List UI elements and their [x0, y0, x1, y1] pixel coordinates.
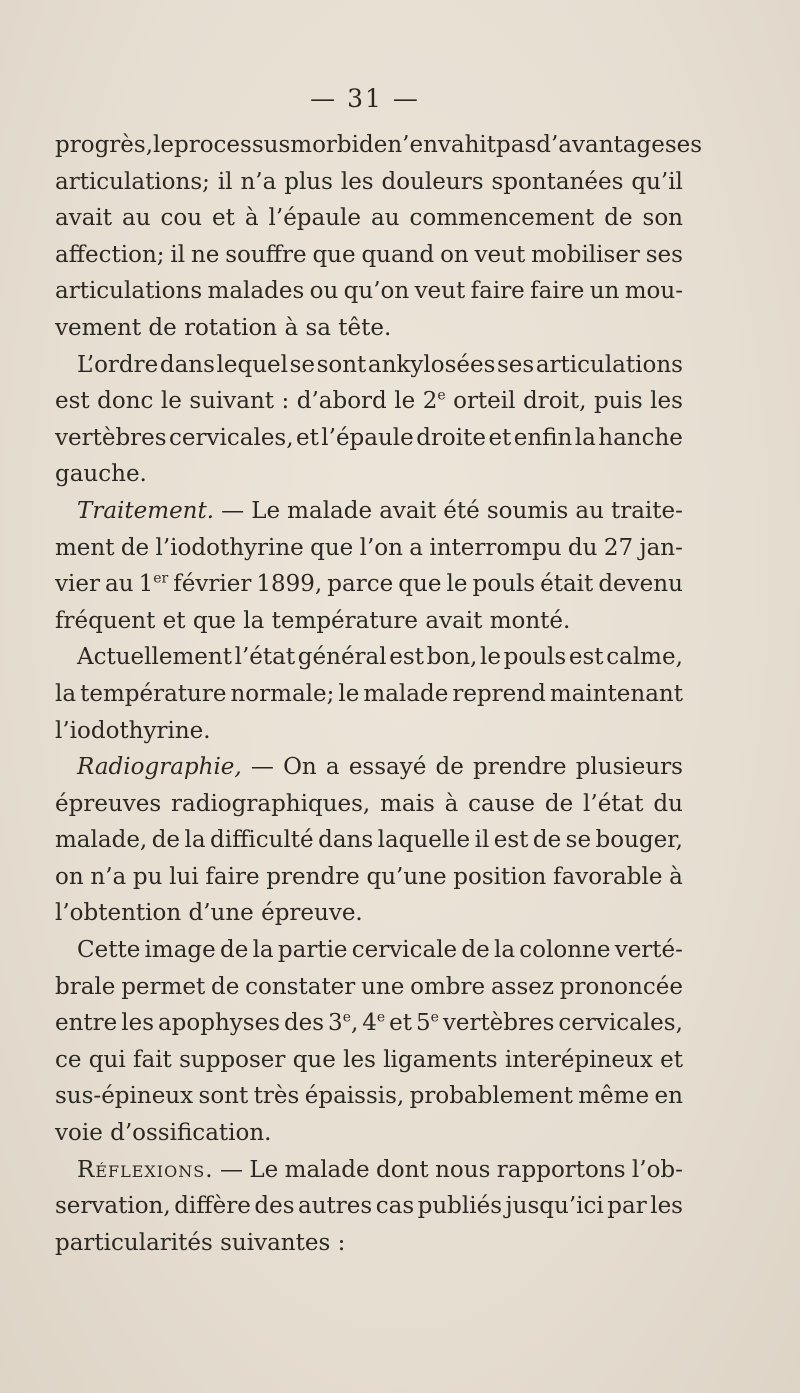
word: servation,: [55, 1193, 171, 1220]
word: veut: [474, 241, 526, 268]
word: droite: [416, 424, 486, 451]
word: et: [660, 1046, 683, 1073]
word: suivant: [189, 388, 275, 415]
word: sont: [198, 1083, 249, 1110]
text-line: [55, 383, 683, 420]
word: faire: [530, 278, 585, 305]
word: —: [250, 754, 274, 781]
word: reprend: [452, 680, 546, 707]
word: qu’une: [366, 863, 447, 890]
word: et: [212, 205, 235, 232]
word: l’obtention: [55, 900, 182, 927]
word: il: [217, 168, 233, 195]
word: On: [283, 754, 317, 781]
text-line: [55, 347, 683, 384]
text-line: [55, 127, 703, 164]
word: est: [493, 827, 529, 854]
word: que: [312, 241, 356, 268]
word: température: [80, 680, 227, 707]
word: malade: [287, 497, 373, 524]
text-line: [55, 1115, 683, 1152]
word: 27: [603, 534, 634, 561]
word: rotation: [184, 314, 278, 341]
word: à: [669, 863, 683, 890]
word: un: [589, 278, 620, 305]
text-line: [55, 420, 683, 457]
word: jan-: [639, 534, 683, 561]
text-line: [55, 493, 683, 530]
word: radiographiques,: [171, 790, 371, 817]
word: ombre: [410, 973, 486, 1000]
word: le: [394, 388, 416, 415]
word: commencement: [409, 205, 595, 232]
text-line: [55, 786, 683, 823]
word: été: [443, 497, 480, 524]
word: les: [650, 1193, 683, 1220]
word: ment: [55, 534, 115, 561]
word: vement: [55, 314, 142, 341]
word: le: [160, 388, 182, 415]
word: que: [292, 1046, 336, 1073]
word: prononcée: [559, 973, 683, 1000]
word: vertèbres: [442, 1010, 555, 1037]
word: se: [565, 827, 592, 854]
word: 5e: [415, 1009, 439, 1037]
word: sa: [305, 314, 331, 341]
word: la: [252, 937, 274, 964]
word: de: [544, 790, 574, 817]
word: épaissis,: [304, 1083, 405, 1110]
word: l’iodothyrine: [155, 534, 304, 561]
text-line: [55, 603, 683, 640]
word: le: [338, 680, 360, 707]
word: est: [389, 644, 424, 671]
word: :: [337, 1229, 346, 1256]
word: ankylosées: [367, 351, 496, 378]
word: cause: [468, 790, 535, 817]
word: 2e: [422, 387, 446, 415]
word: affection;: [55, 241, 165, 268]
word: bon,: [426, 644, 478, 671]
word: était: [540, 571, 594, 598]
word: plusieurs: [575, 754, 683, 781]
word: épreuves: [55, 790, 162, 817]
word: de: [461, 937, 490, 964]
word: malade: [284, 1156, 370, 1183]
word: —: [221, 497, 245, 524]
text-line: [55, 1042, 683, 1079]
word: avait: [425, 607, 483, 634]
word: colonne: [519, 937, 611, 964]
word: cervicale: [351, 937, 458, 964]
word: qui: [88, 1046, 126, 1073]
word: l’on: [359, 534, 403, 561]
text-line: [55, 456, 683, 493]
word: 4e: [362, 1009, 386, 1037]
word: ce: [55, 1046, 82, 1073]
word: donc: [97, 388, 154, 415]
word: la: [184, 827, 206, 854]
word: image: [144, 937, 216, 964]
word: février: [173, 571, 252, 598]
word: Traitement.: [77, 497, 215, 524]
word: d’une: [188, 900, 254, 927]
word: articulations: [535, 351, 683, 378]
text-line: [55, 859, 683, 896]
word: malades: [207, 278, 305, 305]
word: avait: [55, 205, 113, 232]
word: bouger,: [595, 827, 683, 854]
word: les: [121, 1010, 155, 1037]
word: ou: [309, 278, 339, 305]
word: apophyses: [157, 1010, 280, 1037]
word: malade,: [55, 827, 148, 854]
text-line: [55, 1188, 683, 1225]
word: par: [607, 1193, 647, 1220]
word: qu’on: [343, 278, 410, 305]
word: de: [220, 937, 249, 964]
word: même: [578, 1083, 650, 1110]
word: assez: [490, 973, 554, 1000]
text-line: [55, 676, 683, 713]
word: et: [162, 607, 186, 634]
word: n’envahit: [387, 132, 497, 158]
word: morbide: [290, 132, 388, 158]
word: au: [575, 497, 604, 524]
word: interépineux: [504, 1046, 653, 1073]
word: laquelle: [377, 827, 471, 854]
word: mou-: [624, 278, 683, 305]
word: 1er: [138, 570, 169, 598]
word: épreuve.: [261, 900, 363, 927]
word: rapportons: [496, 1156, 626, 1183]
word: du: [567, 534, 598, 561]
word: la: [55, 680, 77, 707]
text-line: [55, 932, 683, 969]
text-line: [55, 200, 683, 237]
word: puis: [593, 388, 643, 415]
word: Réflexions.: [77, 1156, 214, 1183]
text-line: [55, 310, 683, 347]
word: jusqu’ici: [505, 1193, 604, 1220]
word: avait: [379, 497, 437, 524]
word: l’épaule: [268, 205, 362, 232]
word: la: [243, 607, 265, 634]
word: les: [340, 168, 374, 195]
word: la: [493, 937, 516, 964]
text-line: [55, 164, 683, 201]
text-line: [55, 1225, 683, 1262]
word: de: [120, 534, 150, 561]
word: favorable: [552, 863, 663, 890]
word: des: [254, 1193, 295, 1220]
word: soumis: [486, 497, 569, 524]
word: spontanées: [491, 168, 624, 195]
word: au: [122, 205, 151, 232]
word: verté-: [614, 937, 683, 964]
word: et: [389, 1010, 412, 1037]
word: d’avantage: [536, 132, 665, 158]
word: suivantes: [220, 1229, 331, 1256]
text-line: [55, 969, 683, 1006]
word: orteil: [453, 388, 516, 415]
word: se: [289, 351, 315, 378]
word: on: [440, 241, 469, 268]
word: constater: [245, 973, 356, 1000]
word: droit,: [522, 388, 587, 415]
text-line: [55, 749, 683, 786]
word: ne: [190, 241, 220, 268]
text-line: [55, 895, 683, 932]
word: mais: [380, 790, 435, 817]
word: voie: [55, 1120, 103, 1147]
word: qu’il: [631, 168, 683, 195]
word: ses: [497, 351, 535, 378]
word: prendre: [266, 863, 360, 890]
word: calme,: [606, 644, 683, 671]
word: le: [480, 644, 501, 671]
word: dans: [159, 351, 215, 378]
word: en: [654, 1083, 683, 1110]
word: ses: [645, 241, 683, 268]
word: Radiographie,: [77, 754, 242, 781]
word: une: [361, 973, 405, 1000]
word: difficulté: [209, 827, 314, 854]
text-line: [55, 1152, 683, 1189]
word: normale;: [230, 680, 335, 707]
word: quand: [361, 241, 435, 268]
word: enfin: [513, 424, 573, 451]
word: ses: [664, 132, 703, 158]
word: de: [604, 205, 633, 232]
word: douleurs: [381, 168, 484, 195]
word: les: [343, 1046, 376, 1073]
word: 3e,: [328, 1009, 359, 1037]
word: fait: [132, 1046, 172, 1073]
word: probablement: [409, 1083, 573, 1110]
word: le: [153, 132, 174, 158]
word: de: [435, 754, 464, 781]
word: essayé: [348, 754, 427, 781]
word: traite-: [610, 497, 683, 524]
word: est: [568, 644, 604, 671]
word: on: [55, 863, 84, 890]
word: fréquent: [55, 607, 156, 634]
word: vier: [55, 571, 100, 598]
word: souffre: [225, 241, 307, 268]
word: a: [325, 754, 340, 781]
word: est: [55, 388, 90, 415]
word: pas: [496, 132, 537, 158]
word: ligaments: [383, 1046, 498, 1073]
word: de: [211, 973, 240, 1000]
word: pouls: [503, 644, 567, 671]
text-line: [55, 713, 683, 750]
text-line: [55, 639, 683, 676]
word: le: [446, 571, 468, 598]
word: il: [170, 241, 186, 268]
word: processus: [173, 132, 291, 158]
text-line: [55, 822, 683, 859]
word: position: [453, 863, 547, 890]
word: l’iodothyrine.: [55, 717, 211, 744]
text-line: [55, 566, 683, 603]
word: interrompu: [429, 534, 562, 561]
word: prendre: [473, 754, 567, 781]
word: nous: [435, 1156, 491, 1183]
word: —: [219, 1156, 243, 1183]
word: n’a: [240, 168, 277, 195]
word: son: [642, 205, 683, 232]
word: faire: [470, 278, 525, 305]
word: et: [488, 424, 512, 451]
word: d’ossification.: [110, 1120, 272, 1147]
word: cas: [375, 1193, 415, 1220]
word: d’abord: [296, 388, 387, 415]
word: veut: [414, 278, 466, 305]
text-line: [55, 237, 683, 274]
word: de: [532, 827, 562, 854]
word: vertèbres: [55, 424, 167, 451]
word: à: [284, 314, 299, 341]
word: que: [310, 534, 354, 561]
word: Cette: [77, 937, 141, 964]
word: au: [371, 205, 400, 232]
word: à: [444, 790, 459, 817]
word: supposer: [179, 1046, 286, 1073]
word: dans: [318, 827, 374, 854]
word: la: [574, 424, 596, 451]
word: partie: [277, 937, 348, 964]
text-line: [55, 273, 683, 310]
word: très: [253, 1083, 300, 1110]
word: parce: [327, 571, 394, 598]
word: dont: [376, 1156, 429, 1183]
word: gauche.: [55, 461, 147, 488]
word: de: [148, 314, 177, 341]
word: malade: [363, 680, 449, 707]
word: mobiliser: [531, 241, 640, 268]
word: articulations: [55, 278, 203, 305]
word: l’épaule: [321, 424, 414, 451]
word: 1899,: [256, 571, 323, 598]
word: l’état: [583, 790, 644, 817]
word: autres: [298, 1193, 373, 1220]
word: devenu: [598, 571, 683, 598]
word: les: [650, 388, 683, 415]
word: que: [398, 571, 442, 598]
text-line: [55, 1005, 683, 1042]
word: brale: [55, 973, 116, 1000]
word: que: [192, 607, 236, 634]
word: n’a: [90, 863, 127, 890]
word: Le: [251, 497, 281, 524]
word: particularités: [55, 1229, 213, 1256]
word: a: [409, 534, 424, 561]
word: l’état: [234, 644, 296, 671]
word: au: [105, 571, 134, 598]
word: du: [653, 790, 683, 817]
word: général: [297, 644, 387, 671]
word: monté.: [489, 607, 571, 634]
word: lequel: [216, 351, 288, 378]
word: lui: [169, 863, 199, 890]
word: sont: [316, 351, 367, 378]
word: permet: [121, 973, 206, 1000]
text-line: [55, 530, 683, 567]
word: progrès,: [55, 132, 154, 158]
word: diffère: [174, 1193, 251, 1220]
word: maintenant: [549, 680, 683, 707]
body-text: [55, 127, 703, 1261]
word: faire: [205, 863, 260, 890]
word: sus-épineux: [55, 1083, 194, 1110]
word: :: [281, 388, 290, 415]
word: et: [295, 424, 319, 451]
word: Actuellement: [77, 644, 232, 671]
word: pu: [132, 863, 163, 890]
word: hanche: [598, 424, 683, 451]
word: L’ordre: [77, 351, 159, 378]
word: il: [474, 827, 490, 854]
word: des: [283, 1010, 325, 1037]
word: Le: [249, 1156, 279, 1183]
word: température: [271, 607, 419, 634]
word: articulations;: [55, 168, 210, 195]
word: cervicales,: [558, 1010, 683, 1037]
word: cervicales,: [169, 424, 294, 451]
word: de: [151, 827, 181, 854]
page-number: — 31 —: [310, 84, 420, 113]
word: entre: [55, 1010, 118, 1037]
word: publiés: [417, 1193, 503, 1220]
word: pouls: [472, 571, 536, 598]
word: plus: [284, 168, 333, 195]
word: tête.: [338, 314, 392, 341]
word: cou: [160, 205, 203, 232]
word: l’ob-: [631, 1156, 683, 1183]
text-line: [55, 1078, 683, 1115]
word: à: [244, 205, 259, 232]
